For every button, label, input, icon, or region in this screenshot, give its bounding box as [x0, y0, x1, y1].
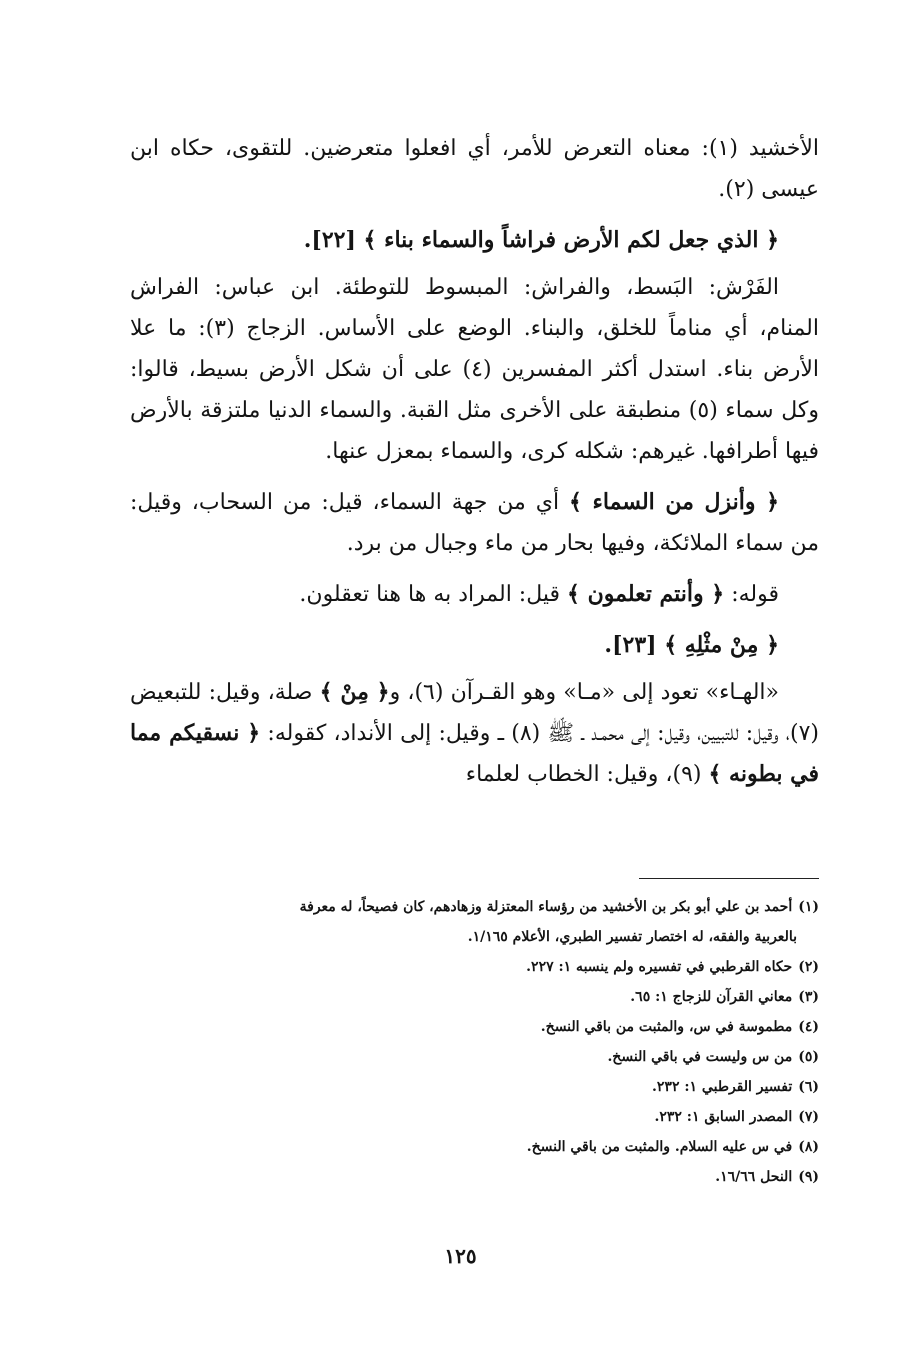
paragraph-7-part-b: صلة، وقيل: للتبعيض (٧)، وقيل: للتبيين، وقيل: إلى محمـد ـ ﷺ (٨) ـ وقيل: إلى الأنداد، كقوله:: [130, 680, 819, 746]
verse-heading-22: ﴿ الذي جعل لكم الأرض فراشاً والسماء بناء ﴾ [٢٢].: [303, 227, 779, 253]
verse-quote: ﴿ نسقيكم مما في بطونه ﴾: [130, 720, 819, 787]
footnote-6: (٦)تفسير القرطبي ١: ٢٣٢.: [652, 1079, 819, 1095]
paragraph-5-text: قيل: المراد به ها هنا تعقلون.: [299, 582, 568, 607]
footnote-8: (٨)في س عليه السلام. والمثبت من باقي النسخ.: [526, 1139, 819, 1155]
paragraph-3: الفَرْش: البَسط، والفراش: المبسوط للتوطئة. ابن عباس: الفراش المنام، أي مناماً للخلق، والبناء. الوضع على الأساس. الزجاج (٣): ما علا الأرض بناء. استدل أكثر المفسرين (٤) على أن شكل الأرض بسيط، قالوا: وكل سماء (٥) منطبقة على الأخرى مثل القبة. والسماء الدنيا ملتزقة بالأرض فيها أطرافها. غيرهم: شكله كرى، والسماء بمعزل عنها.: [130, 275, 819, 464]
verse-quote: ﴿ وأنتم تعلمون ﴾: [567, 581, 725, 607]
footnotes: [130, 892, 819, 1192]
paragraph-7-part-c: (٩)، وقيل: الخطاب لعلماء: [465, 762, 709, 787]
footnote-3: (٣)معاني القرآن للزجاج ١: ٦٥.: [630, 989, 819, 1005]
verse-quote: ﴿ وأنزل من السماء ﴾: [569, 489, 779, 515]
footnote-5: (٥)من س وليست في باقي النسخ.: [607, 1049, 819, 1065]
main-text: [130, 128, 819, 805]
page-number: ١٢٥: [444, 1244, 477, 1268]
footnote-4: (٤)مطموسة في س، والمثبت من باقي النسخ.: [540, 1019, 819, 1035]
footnote-9: (٩)النحل ١٦/٦٦.: [715, 1169, 819, 1185]
verse-heading-23: ﴿ مِنْ مثْلِهِ ﴾ [٢٣].: [604, 632, 779, 658]
paragraph-7: [130, 672, 819, 795]
footnote-7: (٧)المصدر السابق ١: ٢٣٢.: [654, 1109, 819, 1125]
paragraph-7-part-a: «الهـاء» تعود إلى «مـا» وهو القـرآن (٦)، و: [389, 680, 779, 705]
verse-quote: ﴿ مِنْ ﴾: [319, 679, 390, 705]
paragraph-4: [130, 482, 819, 564]
footnote-1: (١)أحمد بن علي أبو بكر بن الأخشيد من رؤساء المعتزلة وزهادهم، كان فصيحاً، له معرفة بالعربية والفقه، له اختصار تفسير الطبري، الأعلام ١/١٦٥.: [299, 899, 819, 945]
footnote-divider: [639, 878, 819, 879]
paragraph-4-text: أي من جهة السماء، قيل: من السحاب، وقيل: من سماء الملائكة، وفيها بحار من ماء وجبال من برد.: [130, 490, 819, 556]
footnote-2: (٢)حكاه القرطبي في تفسيره ولم ينسبه ١: ٢٢٧.: [526, 959, 819, 975]
paragraph-5-lead: قوله:: [724, 582, 779, 607]
paragraph-1: الأخشيد (١): معناه التعرض للأمر، أي افعلوا متعرضين. للتقوى، حكاه ابن عيسى (٢).: [130, 136, 819, 202]
paragraph-5: [130, 574, 819, 615]
